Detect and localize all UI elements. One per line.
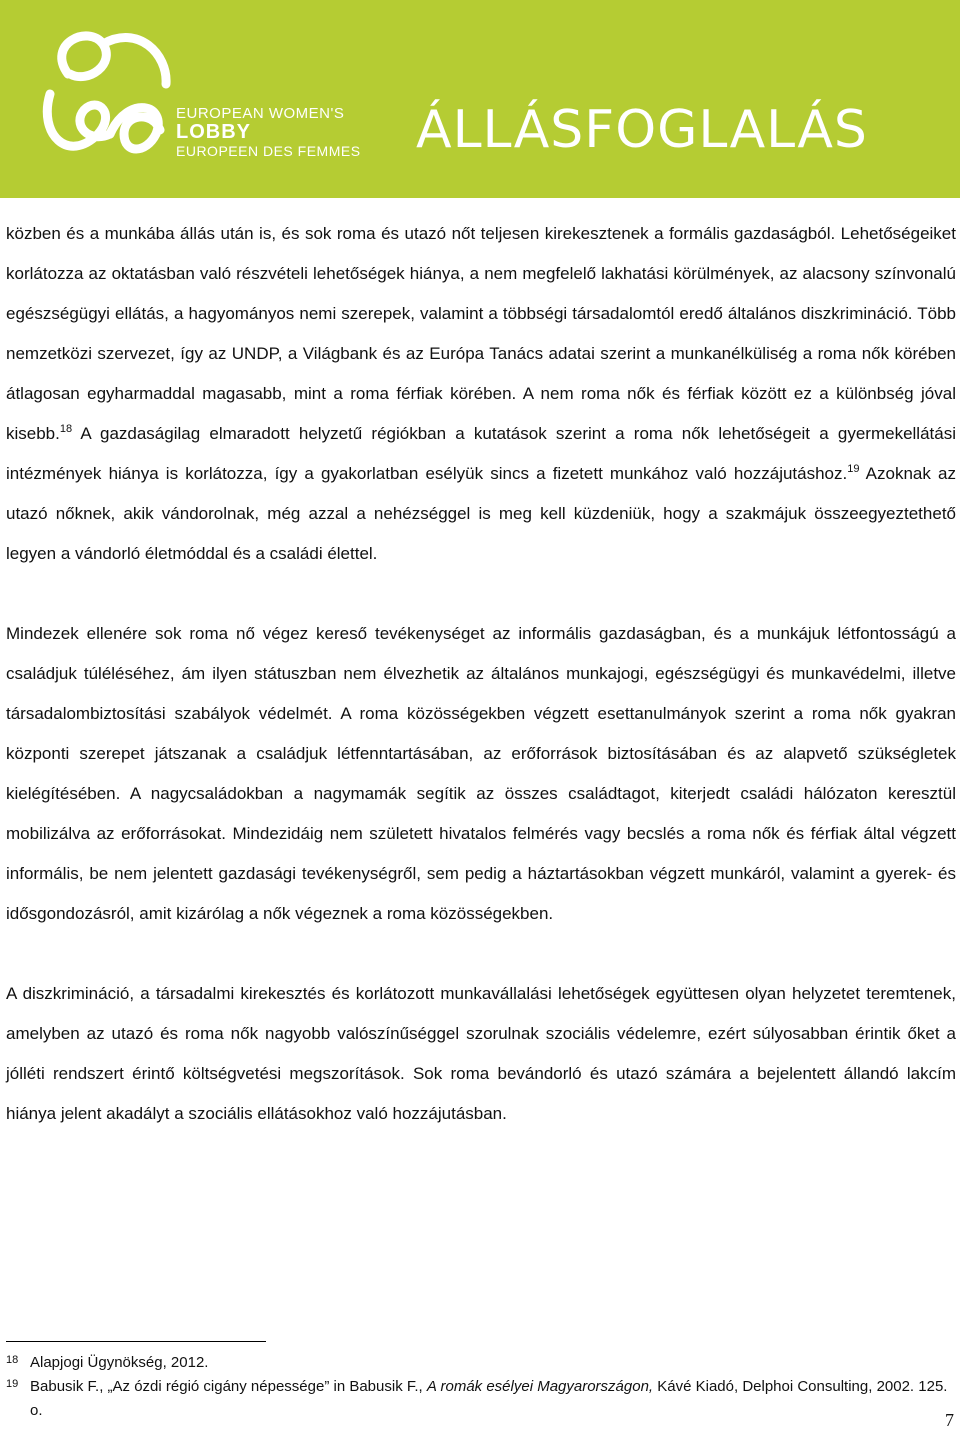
org-name-line3: EUROPEEN DES FEMMES (176, 143, 361, 159)
page-number: 7 (945, 1410, 954, 1430)
org-name-line2: LOBBY (176, 121, 251, 143)
footnote-separator (6, 1341, 266, 1342)
footnote-text-post: Kávé Kiadó, Delphoi Consulting, 2002. 125. o. (30, 1378, 948, 1419)
page-header (0, 0, 960, 198)
paragraph-1-part-c: Azoknak az utazó nőknek, akik vándorolnak, még azzal a nehézséggel is meg kell küzdeniük, hogy a szakmájuk összeegyeztethető legyen a vándorló életmóddal és a családi élettel. (6, 464, 956, 563)
footnote-number: 18 (6, 1354, 19, 1366)
org-name (176, 104, 361, 161)
paragraph-1 (6, 214, 956, 574)
footnote-ref-19[interactable]: 19 (847, 463, 860, 475)
paragraph-1-part-a: közben és a munkába állás után is, és sok roma és utazó nőt teljesen kirekesztenek a formális gazdaságból. Lehetőségeiket korlátozza az oktatásban való részvételi lehetőségek hiánya, a nem megfelelő lakhatási körülmények, az alacsony színvonalú egészségügyi ellátás, a hagyományos nemi szerepek, valamint a többségi társadalomtól eredő általános diszkrimináció. Több nemzetközi szervezet, így az UNDP, a Világbank és az Európa Tanács adatai szerint a munkanélküliség a roma nők körében átlagosan egyharmaddal magasabb, mint a roma férfiak körében. A nem roma nők és férfiak között ez a különbség jóval kisebb. (6, 224, 956, 443)
footnote-book-title: A romák esélyei Magyarországon, (426, 1378, 654, 1395)
footnote-ref-18[interactable]: 18 (59, 423, 73, 435)
footnote-text: Alapjogi Ügynökség, 2012. (30, 1354, 209, 1371)
footnote-number: 19 (6, 1378, 19, 1390)
paragraph-2: Mindezek ellenére sok roma nő végez kereső tevékenységet az informális gazdaságban, és a munkájuk létfontosságú a családjuk túléléséhez, ám ilyen státuszban nem élvezhetik az általános munkajogi, egészségügyi és munkavédelmi, illetve társadalombiztosítási szabályok védelmét. A roma közösségekben végzett esettanulmányok szerint a roma nők gyakran központi szerepet játszanak a családjuk létfenntartásában, az erőforrások biztosításában és az alapvető szükségletek kielégítésében. A nagycsaládokban a nagymamák segítik az összes családtagot, kiterjedt családi hálózaton keresztül mobilizálva az erőforrásokat. Mindezidáig nem született hivatalos felmérés vagy becslés a roma nők és férfiak által végzett informális, be nem jelentett gazdasági tevékenységről, sem pedig a háztartásokban végzett munkáról, valamint a gyerek- és idősgondozásról, amit kizárólag a nők végeznek a roma közösségekben. (6, 624, 956, 923)
footnote-18 (6, 1351, 951, 1375)
footnote-text (30, 1375, 951, 1423)
org-name-line1: EUROPEAN WOMEN'S (176, 105, 345, 122)
footnotes (6, 1351, 951, 1423)
footnote-19 (6, 1375, 951, 1423)
paragraph-3: A diszkrimináció, a társadalmi kirekesztés és korlátozott munkavállalási lehetőségek együttesen olyan helyzetet teremtenek, amelyben az utazó és roma nők nagyobb valószínűséggel szorulnak szociális védelemre, ezért súlyosabban érintik őket a jólléti rendszert érintő költségvetési megszorítások. Sok roma bevándorló és utazó számára a bejelentett állandó lakcím hiánya jelent akadályt a szociális ellátásokhoz való hozzájutásban. (6, 984, 956, 1123)
document-type-title: ÁLLÁSFOGLALÁS (416, 100, 868, 160)
document-body (6, 214, 956, 1134)
ewl-logo-icon (28, 14, 178, 184)
footnote-text-pre: Babusik F., „Az ózdi régió cigány népessége” in Babusik F., (30, 1378, 427, 1395)
paragraph-1-part-b: A gazdaságilag elmaradott helyzetű régiókban a kutatások szerint a roma nők lehetőségeit a gyermekellátási intézmények hiánya is korlátozza, így a gyakorlatban esélyük sincs a fizetett munkához való hozzájutáshoz. (6, 424, 956, 483)
